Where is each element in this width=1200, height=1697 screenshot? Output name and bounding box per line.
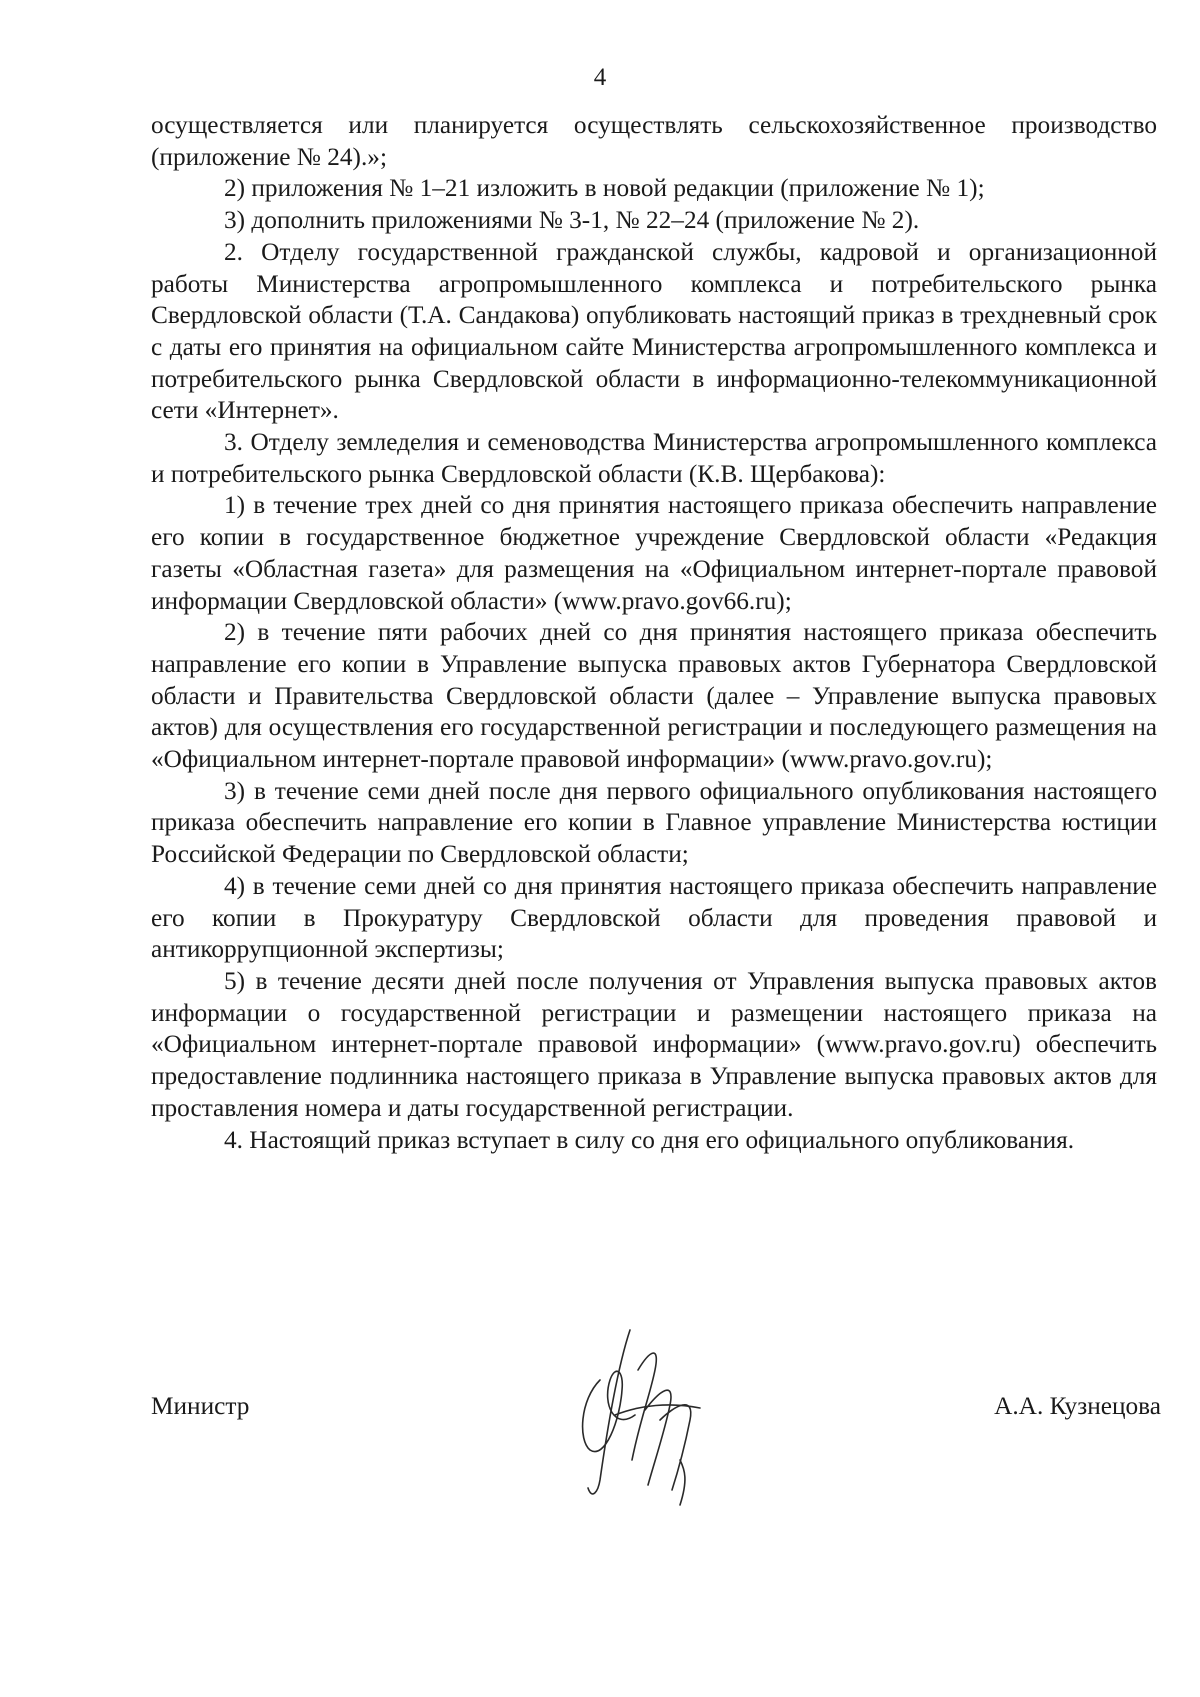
paragraph-clause-3-item-1: 1) в течение трех дней со дня принятия настоящего приказа обеспечить направление его копии в государственное бюджетное учреждение Свердловской области «Редакция газеты «Областная газета» для размещения на «Официальном интернет-портале правовой информации Свердловской области» (www.pravo.gov66.ru); — [151, 491, 1157, 615]
paragraph-clause-3-item-2: 2) в течение пяти рабочих дней со дня принятия настоящего приказа обеспечить направление его копии в Управление выпуска правовых актов Губернатора Свердловской области и Правительства Свердловской области (далее – Управление выпуска правовых актов) для осуществления его государственной регистрации и последующего размещения на «Официальном интернет-портале правовой информации» (www.pravo.gov.ru); — [151, 618, 1157, 774]
paragraph-clause-3-item-3: 3) в течение семи дней после дня первого официального опубликования настоящего приказа обеспечить направление его копии в Главное управление Министерства юстиции Российской Федерации по Свердловской области; — [151, 776, 1157, 869]
page-number: 4 — [593, 64, 607, 91]
paragraph-continuation: осуществляется или планируется осуществлять сельскохозяйственное производство (приложение № 24).»; — [151, 111, 1157, 171]
paragraph-item-2: 2) приложения № 1–21 изложить в новой редакции (приложение № 1); — [224, 174, 985, 203]
paragraph-clause-3-item-5: 5) в течение десяти дней после получения от Управления выпуска правовых актов информации о государственной регистрации и размещении настоящего приказа на «Официальном интернет-портале правовой информации» (www.pravo.gov.ru) обеспечить предоставление подлинника настоящего приказа в Управление выпуска правовых актов для проставления номера и даты государственной регистрации. — [151, 966, 1157, 1122]
paragraph-clause-4: 4. Настоящий приказ вступает в силу со дня его официального опубликования. — [224, 1125, 1075, 1154]
document-body — [151, 110, 1157, 1156]
signatory-name: А.А. Кузнецова — [994, 1392, 1161, 1420]
paragraph-clause-3: 3. Отделу земледелия и семеноводства Министерства агропромышленного комплекса и потребительского рынка Свердловской области (К.В. Щербакова): — [151, 428, 1157, 488]
paragraph-clause-2: 2. Отделу государственной гражданской службы, кадровой и организационной работы Министерства агропромышленного комплекса и потребительского рынка Свердловской области (Т.А. Сандакова) опубликовать настоящий приказ в трехдневный срок с даты его принятия на официальном сайте Министерства агропромышленного комплекса и потребительского рынка Свердловской области в информационно-телекоммуникационной сети «Интернет». — [151, 237, 1157, 425]
paragraph-clause-3-item-4: 4) в течение семи дней со дня принятия настоящего приказа обеспечить направление его копии в Прокуратуру Свердловской области для проведения правовой и антикоррупционной экспертизы; — [151, 871, 1157, 964]
signature-block — [151, 1391, 1161, 1431]
paragraph-item-3: 3) дополнить приложениями № 3-1, № 22–24 (приложение № 2). — [224, 206, 920, 235]
signatory-title: Министр — [151, 1392, 250, 1420]
